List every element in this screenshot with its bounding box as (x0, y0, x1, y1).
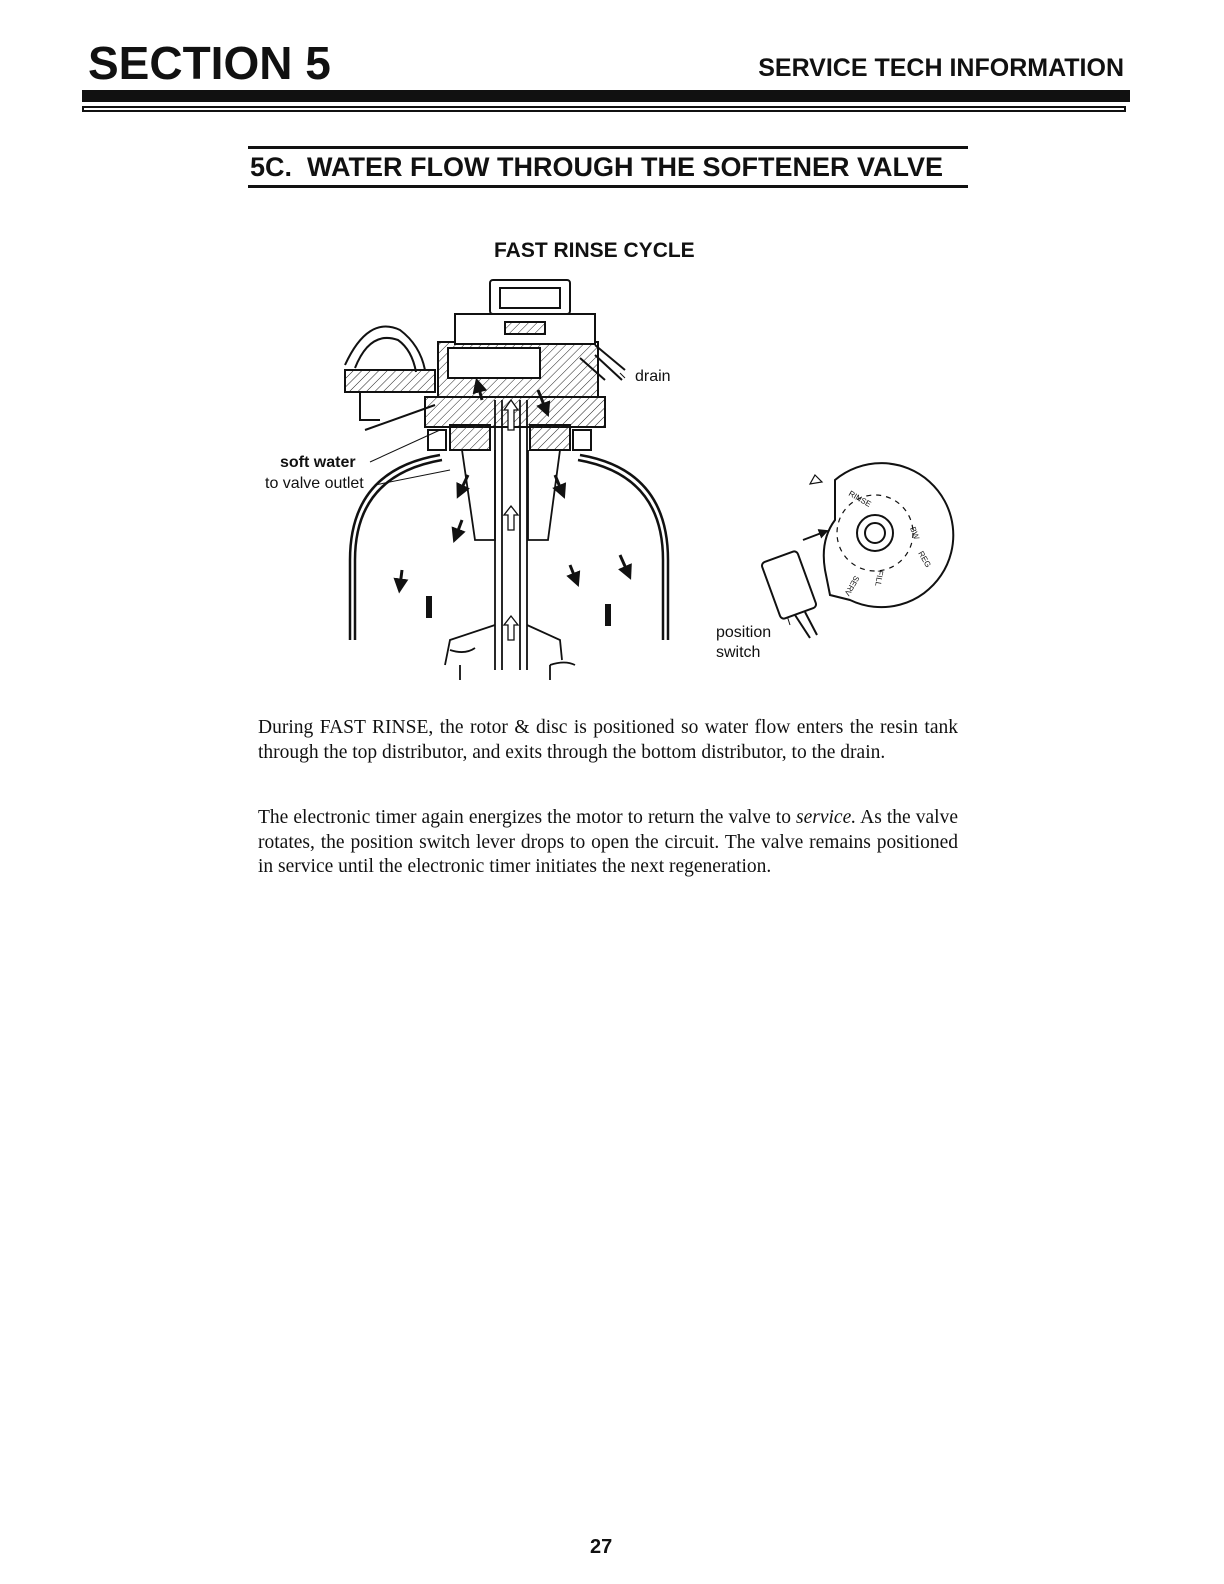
header-rule-thin (82, 106, 1126, 112)
title-rule-top (248, 146, 968, 149)
cam-mark-rinse: RINSE (847, 488, 873, 509)
cam-mark-bw: BW (908, 525, 921, 541)
paragraph-italic-service: service. (796, 807, 857, 828)
section-heading: SECTION 5 (88, 37, 331, 89)
title-rule-bottom (248, 185, 968, 188)
switch-label: switch (716, 644, 761, 661)
upflow-arrows (504, 400, 518, 640)
cam-mark-serv: SERV (842, 574, 862, 598)
resin-tank (350, 455, 668, 640)
soft-water-label: soft water (280, 454, 356, 471)
distributor-slots (426, 596, 611, 626)
cam-mark-reg: REG (916, 549, 933, 570)
section-title: SERVICE TECH INFORMATION (758, 54, 1124, 82)
page-title: 5C. WATER FLOW THROUGH THE SOFTENER VALVE (250, 152, 943, 182)
paragraph-text-end: As the valve rotates, the position switch lever drops to open the circuit. The valve remains positioned in service until the electronic timer initiates the next regeneration. (258, 807, 958, 877)
header-rule-thick (82, 90, 1130, 102)
paragraph-fast-rinse: During FAST RINSE, the rotor & disc is positioned so water flow enters the resin tank through the top distributor, and exits through the bottom distributor, to the drain. (258, 717, 958, 763)
valve-outlet-label: to valve outlet (265, 475, 364, 492)
paragraph-service-return (258, 806, 958, 880)
paragraph-text-start: The electronic timer again energizes the motor to return the valve to (258, 807, 797, 828)
page-number: 27 (590, 1536, 613, 1558)
position-label: position (716, 624, 772, 641)
drain-label: drain (635, 368, 671, 385)
valve-body (425, 280, 605, 450)
diagram-title: FAST RINSE CYCLE (494, 239, 695, 262)
bypass-fitting (345, 327, 435, 430)
cam-mark-fill: FILL (873, 569, 885, 587)
